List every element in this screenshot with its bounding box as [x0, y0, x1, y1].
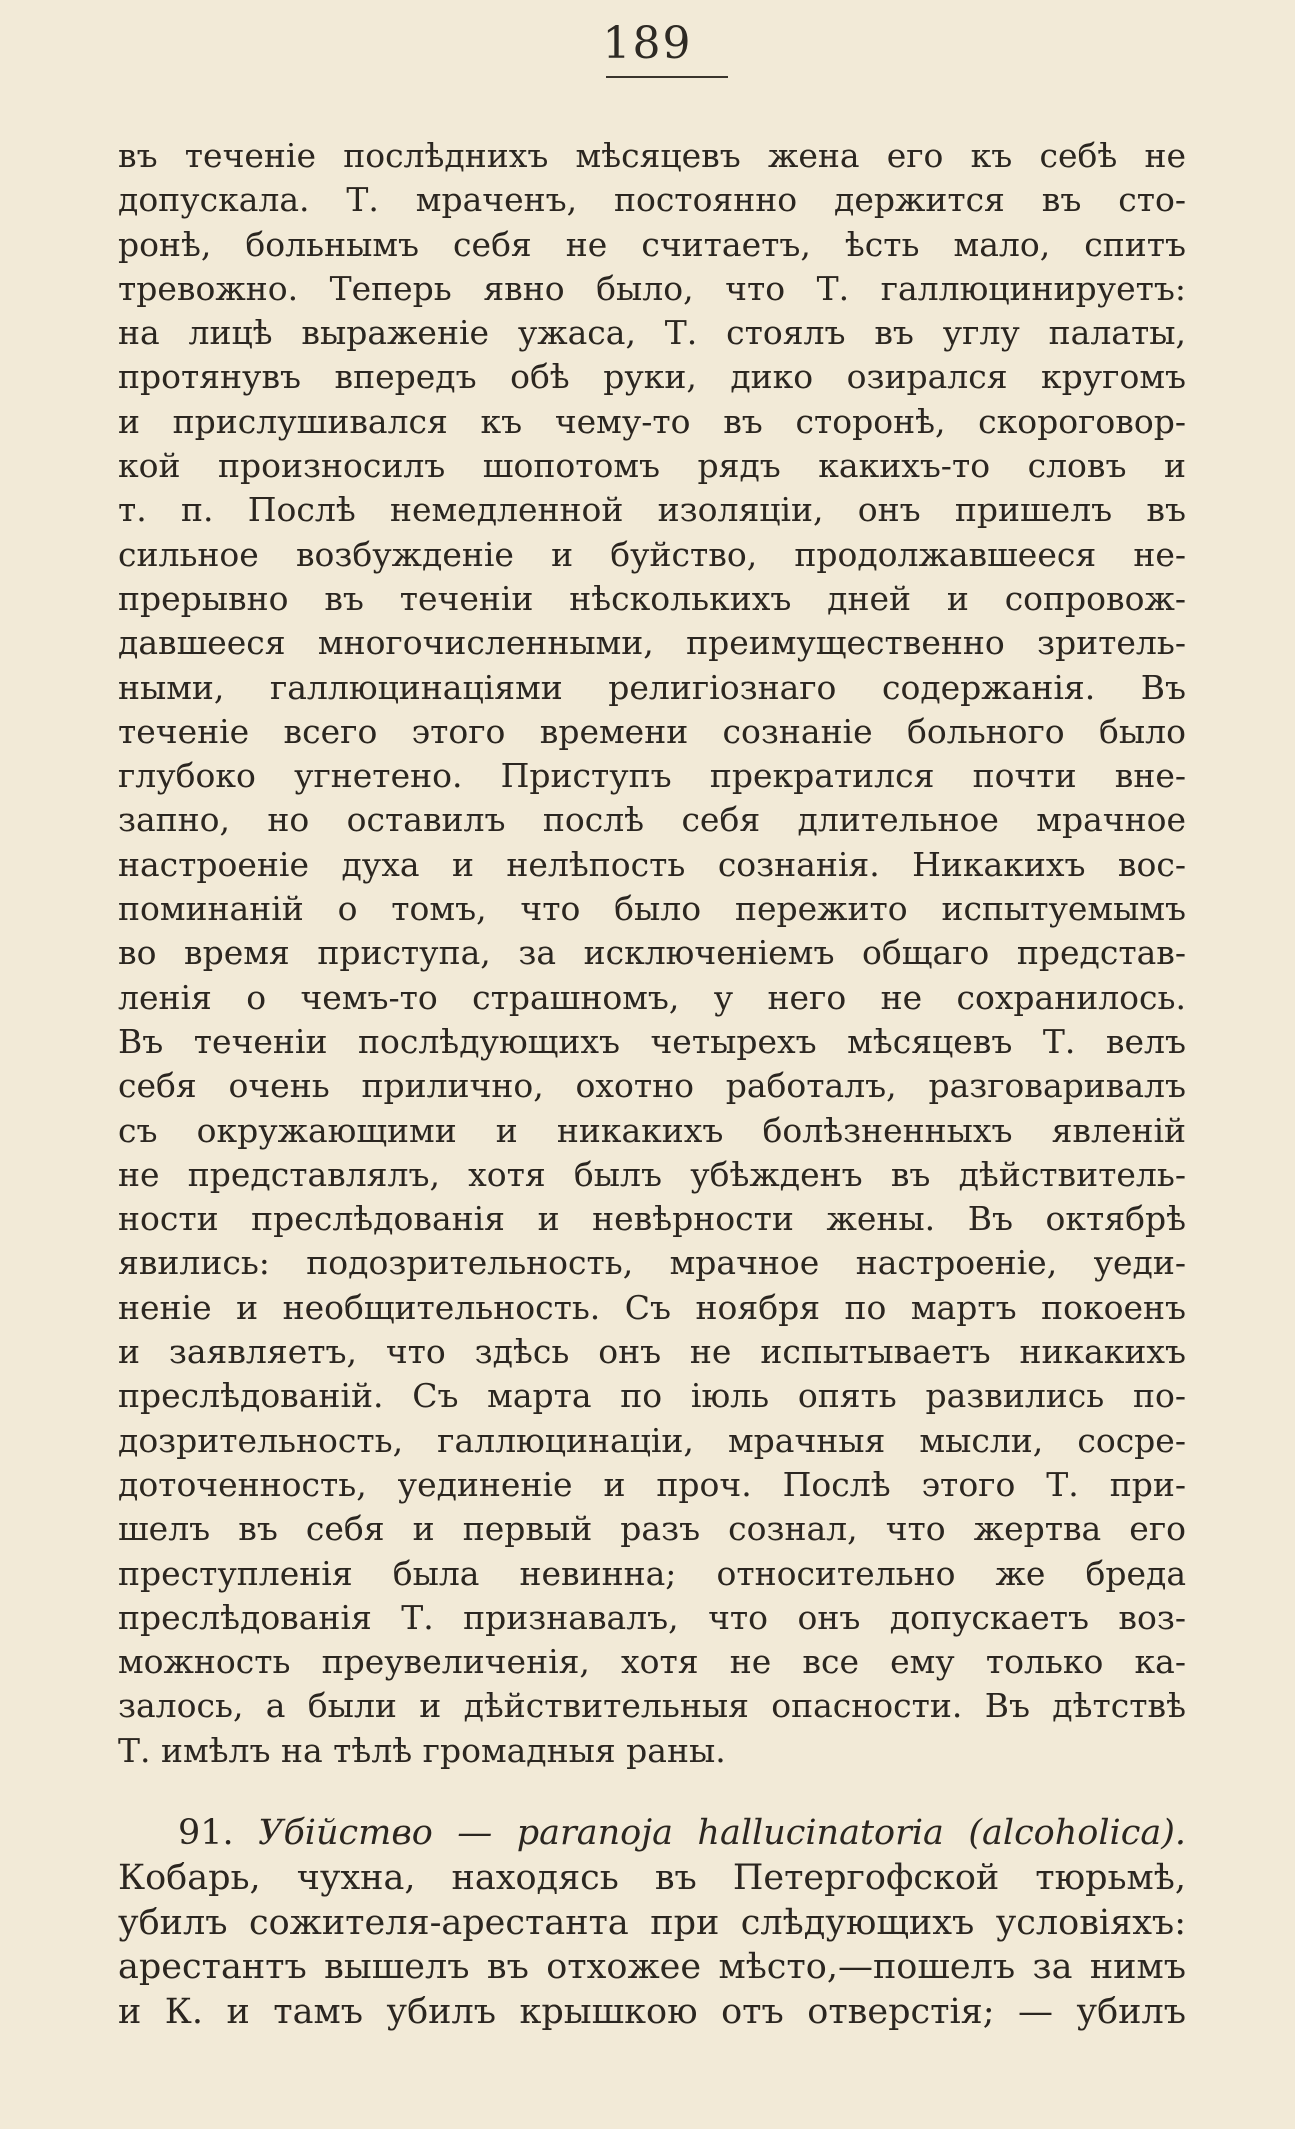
- text-line: Т. имѣлъ на тѣлѣ громадныя раны.: [118, 1730, 726, 1770]
- text-line: запно, но оставилъ послѣ себя длительное мрачное: [118, 800, 1186, 840]
- text-line: ленія о чемъ-то страшномъ, у него не сохранилось.: [118, 977, 1186, 1017]
- text-line: настроеніе духа и нелѣпость сознанія. Никакихъ вос-: [118, 844, 1186, 884]
- text-line: въ теченіе послѣднихъ мѣсяцевъ жена его къ себѣ не: [118, 136, 1186, 175]
- case-heading: [118, 1811, 1186, 1856]
- text-line: на лицѣ выраженіе ужаса, Т. стоялъ въ углу палаты,: [118, 313, 1186, 353]
- text-line: т. п. Послѣ немедленной изоляціи, онъ пришелъ въ: [118, 490, 1186, 530]
- text-line: ности преслѣдованія и невѣрности жены. Въ октябрѣ: [118, 1199, 1186, 1239]
- case-text-line: убилъ сожителя-арестанта при слѣдующихъ условіяхъ:: [118, 1902, 1186, 1943]
- text-line: тревожно. Теперь явно было, что Т. галлюцинируетъ:: [118, 268, 1186, 308]
- case-text-line: арестантъ вышелъ въ отхожее мѣсто,—пошелъ за нимъ: [118, 1947, 1186, 1988]
- text-line: не представлялъ, хотя былъ убѣжденъ въ дѣйствитель-: [118, 1154, 1186, 1194]
- text-line: прерывно въ теченіи нѣсколькихъ дней и сопровож-: [118, 578, 1186, 618]
- text-line: себя очень прилично, охотно работалъ, разговаривалъ: [118, 1066, 1186, 1106]
- case-text-line: и К. и тамъ убилъ крышкою отъ отверстія; — убилъ: [118, 1992, 1186, 2033]
- text-line: допускала. Т. мраченъ, постоянно держится въ сто-: [118, 180, 1186, 220]
- text-line: кой произносилъ шопотомъ рядъ какихъ-то словъ и: [118, 446, 1186, 486]
- text-line: преслѣдованій. Съ марта по іюль опять развились по-: [118, 1376, 1186, 1416]
- text-line: неніе и необщительность. Съ ноября по мартъ покоенъ: [118, 1287, 1186, 1327]
- text-line: протянувъ впередъ обѣ руки, дико озирался кругомъ: [118, 357, 1186, 397]
- page-number-rule: [606, 76, 728, 78]
- main-text-block: [118, 134, 1186, 1773]
- text-line: залось, а были и дѣйствительныя опасности. Въ дѣтствѣ: [118, 1686, 1186, 1726]
- text-line: теченіе всего этого времени сознаніе больного было: [118, 711, 1186, 751]
- text-line: доточенность, уединеніе и проч. Послѣ этого Т. при-: [118, 1464, 1186, 1504]
- text-line: и заявляетъ, что здѣсь онъ не испытываетъ никакихъ: [118, 1332, 1186, 1372]
- text-line: во время приступа, за исключеніемъ общаго представ-: [118, 933, 1186, 973]
- text-line: шелъ въ себя и первый разъ сознал, что жертва его: [118, 1509, 1186, 1549]
- case-title: Убійство — paranoja hallucinatoria (alcoholica).: [258, 1813, 1186, 1853]
- case-number: 91.: [178, 1813, 234, 1853]
- text-line: поминаній о томъ, что было пережито испытуемымъ: [118, 889, 1186, 929]
- text-line: преслѣдованія Т. признавалъ, что онъ допускаетъ воз-: [118, 1597, 1186, 1637]
- case-text-line: Кобарь, чухна, находясь въ Петергофской тюрьмѣ,: [118, 1857, 1186, 1898]
- text-line: глубоко угнетено. Приступъ прекратился почти вне-: [118, 756, 1186, 796]
- text-line: преступленія была невинна; относительно же бреда: [118, 1553, 1186, 1593]
- case-91-block: [118, 1811, 1186, 2035]
- text-line: Въ теченіи послѣдующихъ четырехъ мѣсяцевъ Т. велъ: [118, 1021, 1186, 1061]
- text-line: можность преувеличенія, хотя не все ему только ка-: [118, 1642, 1186, 1682]
- text-line: дозрительность, галлюцинаціи, мрачныя мысли, сосре-: [118, 1420, 1186, 1460]
- page-number: 189: [602, 18, 693, 69]
- text-line: сильное возбужденіе и буйство, продолжавшееся не-: [118, 534, 1186, 574]
- text-line: давшееся многочисленными, преимущественно зритель-: [118, 623, 1186, 663]
- text-line: ными, галлюцинаціями религіознаго содержанія. Въ: [118, 667, 1186, 707]
- text-line: явились: подозрительность, мрачное настроеніе, уеди-: [118, 1243, 1186, 1283]
- text-line: ронѣ, больнымъ себя не считаетъ, ѣсть мало, спитъ: [118, 224, 1186, 264]
- text-line: и прислушивался къ чему-то въ сторонѣ, скороговор-: [118, 401, 1186, 441]
- text-line: съ окружающими и никакихъ болѣзненныхъ явленій: [118, 1110, 1186, 1150]
